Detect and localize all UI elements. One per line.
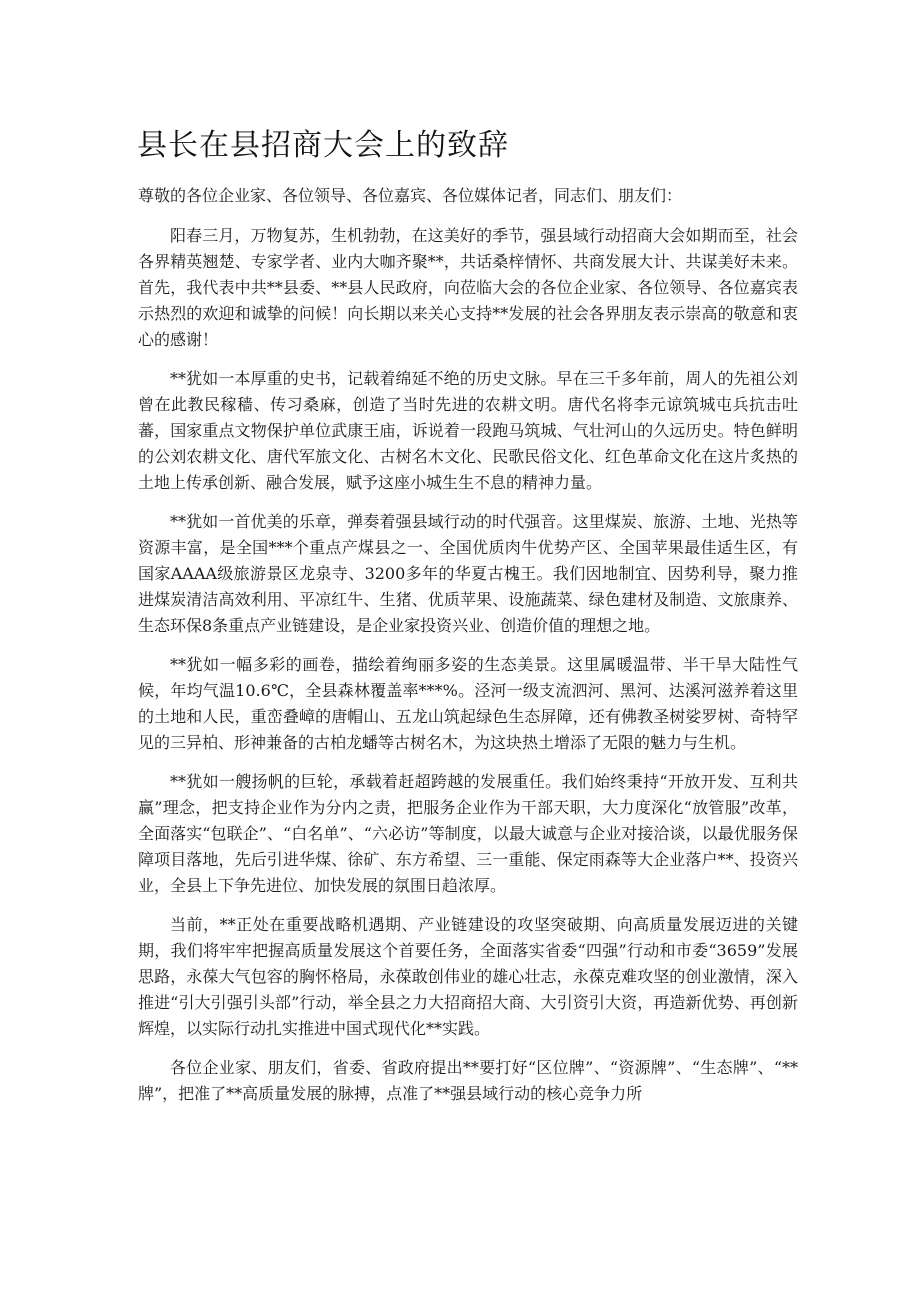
greeting: 尊敬的各位企业家、各位领导、各位嘉宾、各位媒体记者，同志们、朋友们： [138, 186, 683, 205]
document-title: 县长在县招商大会上的致辞 [137, 128, 509, 163]
paragraph-ecology: **犹如一幅多彩的画卷，描绘着绚丽多姿的生态美景。这里属暖温带、半干旱大陆性气候，年均气温10.6℃，全县森林覆盖率***%。泾河一级支流泗河、黑河、达溪河滋养着这里的土地和人民，重峦叠嶂的唐帽山、五龙山筑起绿色生态屏障，还有佛教圣树娑罗树、奇特罕见的三异柏、形神兼备的古柏龙蟠等古树名木，为这块热土增添了无限的魅力与生机。 [138, 655, 798, 752]
paragraph-development: **犹如一艘扬帆的巨轮，承载着赶超跨越的发展重任。我们始终秉持“开放开发、互利共赢”理念，把支持企业作为分内之责，把服务企业作为干部天职，大力度深化“放管服”改革，全面落实“包联企”、“白名单”、“六必访”等制度，以最大诚意与企业对接洽谈，以最优服务保障项目落地，先后引进华煤、徐矿、东方希望、三一重能、保定雨森等大企业落户**、投资兴业，全县上下争先进位、加快发展的氛围日趋浓厚。 [138, 772, 798, 895]
paragraph-current-period: 当前，**正处在重要战略机遇期、产业链建设的攻坚突破期、向高质量发展迈进的关键期，我们将牢牢把握高质量发展这个首要任务，全面落实省委“四强”行动和市委“3659”发展思路，永葆大气包容的胸怀格局，永葆敢创伟业的雄心壮志，永葆克难攻坚的创业激情，深入推进“引大引强引头部”行动，举全县之力大招商招大商、大引资引大资，再造新优势、再创新辉煌，以实际行动扎实推进中国式现代化**实践。 [138, 915, 798, 1038]
paragraph-welcome: 阳春三月，万物复苏，生机勃勃，在这美好的季节，强县域行动招商大会如期而至，社会各界精英翘楚、专家学者、业内大咖齐聚**，共话桑梓情怀、共商发展大计、共谋美好未来。首先，我代表中共**县委、**县人民政府，向莅临大会的各位企业家、各位领导、各位嘉宾表示热烈的欢迎和诚挚的问候！向长期以来关心支持**发展的社会各界朋友表示崇高的敬意和衷心的感谢！ [138, 226, 798, 349]
paragraph-resources: **犹如一首优美的乐章，弹奏着强县域行动的时代强音。这里煤炭、旅游、土地、光热等资源丰富，是全国***个重点产煤县之一、全国优质肉牛优势产区、全国苹果最佳适生区，有国家AAAA级旅游景区龙泉寺、3200多年的华夏古槐王。我们因地制宜、因势利导，聚力推进煤炭清洁高效利用、平凉红牛、生猪、优质苹果、设施蔬菜、绿色建材及制造、文旅康养、生态环保8条重点产业链建设，是企业家投资兴业、创造价值的理想之地。 [138, 512, 798, 635]
paragraph-history: **犹如一本厚重的史书，记载着绵延不绝的历史文脉。早在三千多年前，周人的先祖公刘曾在此教民稼穑、传习桑麻，创造了当时先进的农耕文明。唐代名将李元谅筑城屯兵抗击吐蕃，国家重点文物保护单位武康王庙，诉说着一段跑马筑城、气壮河山的久远历史。特色鲜明的公刘农耕文化、唐代军旅文化、古树名木文化、民歌民俗文化、红色革命文化在这片炙热的土地上传承创新、融合发展，赋予这座小城生生不息的精神力量。 [138, 369, 798, 492]
paragraph-closing: 各位企业家、朋友们，省委、省政府提出**要打好“区位牌”、“资源牌”、“生态牌”、“**牌”，把准了**高质量发展的脉搏，点准了**强县域行动的核心竞争力所 [138, 1058, 798, 1103]
document-body [138, 183, 798, 1107]
